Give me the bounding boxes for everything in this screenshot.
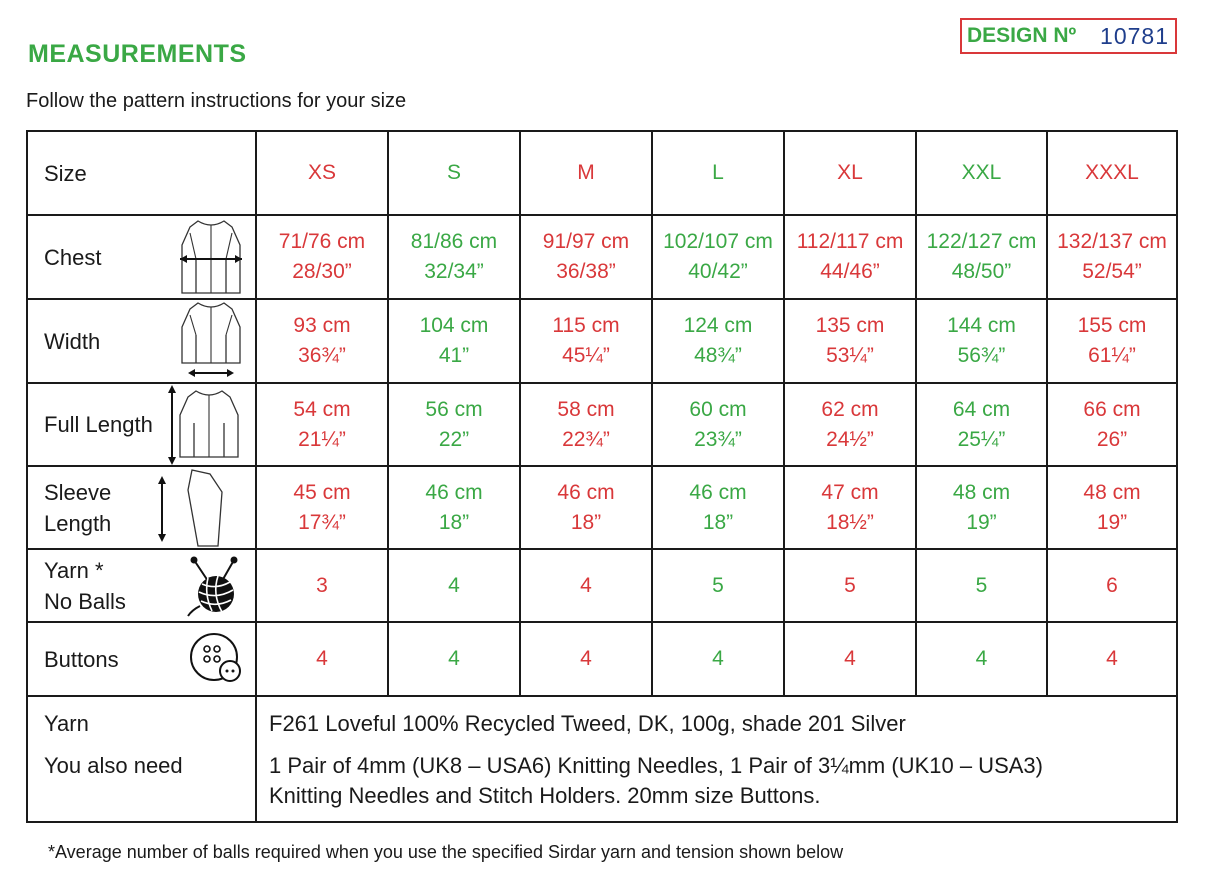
row-label-cell: [28, 216, 257, 298]
value-cell-xxxl: [1048, 467, 1176, 548]
value-cell-xs: [257, 550, 389, 621]
value-cell-xs: [257, 623, 389, 695]
needles-line-1: 1 Pair of 4mm (UK8 – USA6) Knitting Needles, 1 Pair of 3¼mm (UK10 – USA3): [269, 753, 1043, 778]
cell-value: 18”: [438, 510, 470, 534]
cell-value: 22”: [438, 427, 470, 451]
row-label: Full Length: [44, 412, 153, 437]
value-cell-s: [389, 300, 521, 382]
cell-value: 155 cm: [1077, 314, 1147, 337]
row-label: Width: [44, 328, 101, 354]
value-cell-s: [389, 623, 521, 695]
value-cell-xxl: [917, 467, 1048, 548]
cell-value: 18½”: [826, 510, 874, 534]
measurement-row: [28, 216, 1176, 300]
row-label-cell: [28, 467, 257, 548]
cell-value: 26”: [1096, 427, 1128, 451]
cell-value: 91/97 cm: [542, 230, 630, 253]
full-length-icon: [166, 383, 242, 467]
cell-value: 24½”: [826, 427, 874, 451]
cell-value: 4: [316, 647, 328, 670]
cell-value: 21¼”: [298, 427, 346, 451]
you-also-need-label: You also need: [44, 753, 183, 778]
value-cell-m: [521, 132, 653, 214]
value-cell-xxl: [917, 216, 1048, 298]
value-cell-m: [521, 300, 653, 382]
page-heading: MEASUREMENTS: [28, 40, 247, 68]
cell-value: 48 cm: [952, 480, 1011, 504]
value-cell-xxxl: [1048, 300, 1176, 382]
sleeve-length-icon: [152, 466, 228, 550]
value-cell-xl: [785, 467, 917, 548]
footnote: *Average number of balls required when you use the specified Sirdar yarn and tension shown below: [48, 842, 844, 862]
value-cell-xs: [257, 467, 389, 548]
value-cell-xxxl: [1048, 384, 1176, 465]
cell-value: 64 cm: [952, 397, 1011, 421]
cell-value: 62 cm: [821, 397, 879, 421]
cell-value: 102/107 cm: [663, 230, 773, 253]
cell-value: 5: [844, 573, 856, 597]
design-number: 10781: [1100, 22, 1169, 49]
button-icon: [188, 631, 244, 687]
value-cell-xxl: [917, 384, 1048, 465]
value-cell-m: [521, 467, 653, 548]
measurement-row: [28, 467, 1176, 550]
value-cell-m: [521, 550, 653, 621]
value-cell-l: [653, 467, 785, 548]
yarn-description: F261 Loveful 100% Recycled Tweed, DK, 100g, shade 201 Silver: [269, 711, 906, 736]
row-label-cell: [28, 623, 257, 695]
size-header-row: [28, 132, 1176, 216]
cell-value: 66 cm: [1083, 397, 1141, 421]
cell-value: 104 cm: [419, 314, 489, 337]
value-cell-s: [389, 384, 521, 465]
cell-value: XL: [837, 161, 863, 184]
cell-value: 135 cm: [815, 314, 885, 337]
chest-width-icon: [176, 215, 246, 299]
value-cell-s: [389, 132, 521, 214]
row-label: Sleeve: [44, 479, 112, 505]
cell-value: 4: [448, 573, 460, 597]
cell-value: 4: [975, 647, 988, 670]
yarn-label: Yarn: [44, 711, 89, 736]
yarn-ball-icon: [184, 554, 244, 618]
value-cell-xs: [257, 384, 389, 465]
value-cell-xxl: [917, 132, 1048, 214]
cell-value: 18”: [702, 510, 734, 534]
cell-value: 71/76 cm: [278, 230, 366, 253]
cell-value: XXXL: [1085, 161, 1139, 184]
cell-value: 115 cm: [552, 314, 620, 337]
cell-value: 5: [975, 573, 988, 597]
value-cell-l: [653, 550, 785, 621]
info-row: [28, 697, 1176, 823]
value-cell-l: [653, 384, 785, 465]
value-cell-s: [389, 216, 521, 298]
cell-value: 122/127 cm: [926, 230, 1037, 253]
cell-value: 124 cm: [683, 314, 753, 337]
cell-value: 61¼”: [1088, 344, 1136, 367]
measurements-table: [26, 130, 1178, 823]
design-label: DESIGN Nº: [967, 24, 1077, 47]
row-label: No Balls: [44, 588, 126, 614]
cell-value: 40/42”: [688, 260, 748, 283]
cell-value: 48¾”: [694, 344, 742, 367]
cell-value: 93 cm: [293, 314, 351, 337]
row-label-cell: [28, 132, 257, 214]
cell-value: 19”: [1096, 510, 1128, 534]
row-label-cell: [28, 550, 257, 621]
value-cell-xl: [785, 300, 917, 382]
cell-value: 45¼”: [562, 344, 610, 367]
cell-value: 41”: [438, 344, 470, 367]
cell-value: 52/54”: [1082, 260, 1142, 283]
cell-value: 4: [448, 647, 460, 670]
value-cell-l: [653, 300, 785, 382]
value-cell-xxxl: [1048, 216, 1176, 298]
cell-value: 46 cm: [557, 480, 615, 504]
value-cell-xs: [257, 216, 389, 298]
cell-value: 48/50”: [951, 260, 1012, 283]
value-cell-s: [389, 550, 521, 621]
cell-value: XS: [307, 161, 336, 184]
cell-value: 56¾”: [957, 344, 1006, 367]
value-cell-xxxl: [1048, 132, 1176, 214]
cell-value: 32/34”: [424, 260, 484, 283]
cell-value: S: [446, 161, 461, 184]
cell-value: M: [577, 161, 595, 184]
cell-value: 132/137 cm: [1057, 230, 1167, 253]
measurement-row: [28, 550, 1176, 623]
info-labels: [28, 697, 257, 823]
cell-value: 4: [580, 573, 592, 597]
value-cell-xxl: [917, 623, 1048, 695]
design-number-box: [960, 18, 1177, 54]
cell-value: 56 cm: [425, 397, 483, 421]
value-cell-xxl: [917, 550, 1048, 621]
value-cell-xxxl: [1048, 623, 1176, 695]
value-cell-xl: [785, 384, 917, 465]
cell-value: 45 cm: [293, 480, 351, 504]
cell-value: 17¾”: [298, 510, 346, 534]
row-label: Yarn *: [44, 557, 104, 583]
value-cell-xl: [785, 132, 917, 214]
value-cell-m: [521, 384, 653, 465]
row-label: Chest: [44, 244, 102, 270]
row-label: Buttons: [44, 646, 119, 672]
value-cell-m: [521, 216, 653, 298]
value-cell-s: [389, 467, 521, 548]
hem-width-icon: [176, 299, 246, 383]
value-cell-xl: [785, 216, 917, 298]
cell-value: 46 cm: [689, 480, 747, 504]
cell-value: 144 cm: [947, 314, 1016, 337]
cell-value: 4: [1106, 647, 1118, 670]
value-cell-xs: [257, 300, 389, 382]
cell-value: 23¾”: [694, 427, 742, 451]
value-cell-l: [653, 623, 785, 695]
measurement-row: [28, 384, 1176, 467]
cell-value: 47 cm: [821, 480, 879, 504]
measurement-row: [28, 300, 1176, 384]
cell-value: L: [712, 161, 724, 184]
row-label: Size: [44, 160, 87, 186]
row-label: Length: [44, 510, 112, 536]
cell-value: 4: [844, 647, 856, 670]
row-label-cell: [28, 300, 257, 382]
value-cell-xl: [785, 623, 917, 695]
cell-value: 112/117 cm: [796, 230, 904, 253]
cell-value: 28/30”: [292, 260, 352, 283]
cell-value: 22¾”: [562, 427, 610, 451]
cell-value: 54 cm: [293, 397, 351, 421]
cell-value: XXL: [961, 161, 1002, 184]
cell-value: 44/46”: [820, 260, 880, 283]
cell-value: 18”: [570, 510, 602, 534]
needles-line-2: Knitting Needles and Stitch Holders. 20mm size Buttons.: [269, 783, 821, 808]
cell-value: 48 cm: [1083, 480, 1141, 504]
cell-value: 81/86 cm: [410, 230, 498, 253]
value-cell-l: [653, 216, 785, 298]
cell-value: 36/38”: [556, 260, 616, 283]
cell-value: 6: [1106, 573, 1118, 597]
value-cell-xxxl: [1048, 550, 1176, 621]
measurement-row: [28, 623, 1176, 697]
cell-value: 58 cm: [557, 397, 615, 421]
value-cell-xxl: [917, 300, 1048, 382]
row-label-cell: [28, 384, 257, 465]
cell-value: 4: [712, 647, 724, 670]
value-cell-m: [521, 623, 653, 695]
value-cell-l: [653, 132, 785, 214]
cell-value: 53¼”: [826, 344, 874, 367]
value-cell-xs: [257, 132, 389, 214]
cell-value: 46 cm: [425, 480, 483, 504]
cell-value: 3: [316, 573, 328, 597]
cell-value: 4: [580, 647, 592, 670]
value-cell-xl: [785, 550, 917, 621]
cell-value: 25¼”: [957, 427, 1006, 451]
cell-value: 5: [712, 573, 724, 597]
cell-value: 19”: [966, 510, 997, 534]
cell-value: 36¾”: [298, 344, 346, 367]
intro-text: Follow the pattern instructions for your size: [26, 90, 407, 112]
cell-value: 60 cm: [689, 397, 747, 421]
